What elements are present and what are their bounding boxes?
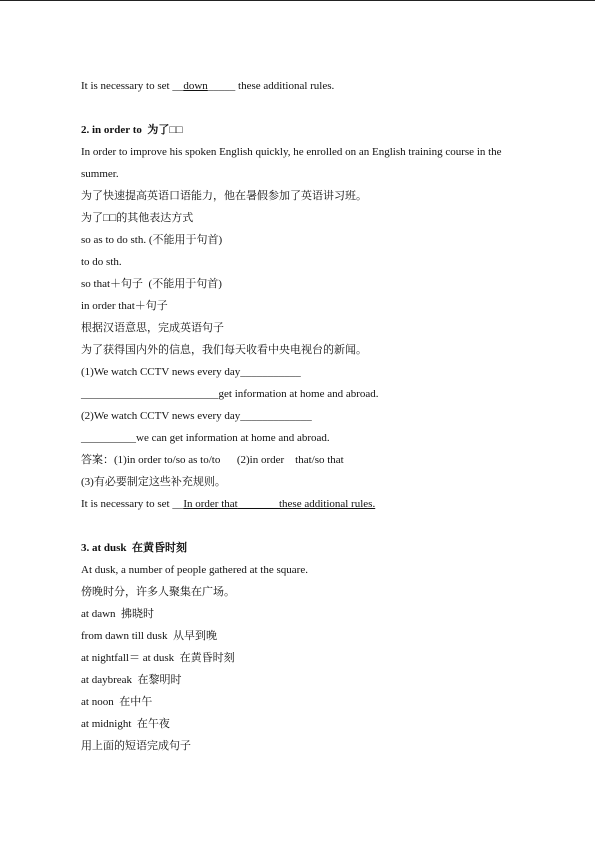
section-heading-in-order-to: 2. in order to 为了□□ <box>81 124 183 136</box>
phrase-line: at nightfall＝ at dusk 在黄昏时刻 <box>81 652 235 664</box>
phrase-line: at dawn 拂晓时 <box>81 608 155 620</box>
example-sentence-en: At dusk, a number of people gathered at the square. <box>81 564 308 576</box>
expression-line: to do sth. <box>81 256 122 268</box>
text-segment: It is necessary to set __ <box>81 498 184 510</box>
expression-line: so that＋句子 (不能用于句首) <box>81 278 222 290</box>
page-top-border <box>0 0 595 1</box>
sentence-line-in-order-that <box>81 497 375 511</box>
exercise-instruction: 用上面的短语完成句子 <box>81 740 191 752</box>
answer-blank-down: down <box>183 80 208 92</box>
exercise-item-2: (2)We watch CCTV news every day_____________ <box>81 410 312 422</box>
example-sentence-zh: 傍晚时分，许多人聚集在广场。 <box>81 586 235 598</box>
example-sentence-en: In order to improve his spoken English quickly, he enrolled on an English training course in the <box>81 146 502 158</box>
exercise-item-3-zh: (3)有必要制定这些补充规则。 <box>81 476 226 488</box>
answer-blank-in-order-that: In order that <box>183 498 238 510</box>
exercise-item-1-cont: _________________________get information at home and abroad. <box>81 388 379 400</box>
example-sentence-en-cont: summer. <box>81 168 119 180</box>
section-heading-at-dusk: 3. at dusk 在黄昏时刻 <box>81 542 188 554</box>
answer-key: 答案：(1)in order to/so as to/to (2)in order that/so that <box>81 454 344 466</box>
expression-line: in order that＋句子 <box>81 300 168 312</box>
exercise-item-1: (1)We watch CCTV news every day___________ <box>81 366 301 378</box>
expression-line: so as to do sth. (不能用于句首) <box>81 234 223 246</box>
exercise-instruction: 根据汉语意思，完成英语句子 <box>81 322 224 334</box>
exercise-prompt-zh: 为了获得国内外的信息，我们每天收看中央电视台的新闻。 <box>81 344 367 356</box>
text-segment: _____ these additional rules. <box>207 80 335 92</box>
phrase-line: at daybreak 在黎明时 <box>81 674 182 686</box>
alt-expressions-heading: 为了□□的其他表达方式 <box>81 212 194 224</box>
phrase-line: at midnight 在午夜 <box>81 718 170 730</box>
phrase-line: at noon 在中午 <box>81 696 153 708</box>
sentence-line-set-down <box>81 79 334 93</box>
exercise-item-2-cont: __________we can get information at home and abroad. <box>81 432 330 444</box>
phrase-line: from dawn till dusk 从早到晚 <box>81 630 217 642</box>
example-sentence-zh: 为了快速提高英语口语能力，他在暑假参加了英语讲习班。 <box>81 190 367 202</box>
text-segment: _______ these additional rules. <box>237 498 376 510</box>
text-segment: It is necessary to set __ <box>81 80 184 92</box>
